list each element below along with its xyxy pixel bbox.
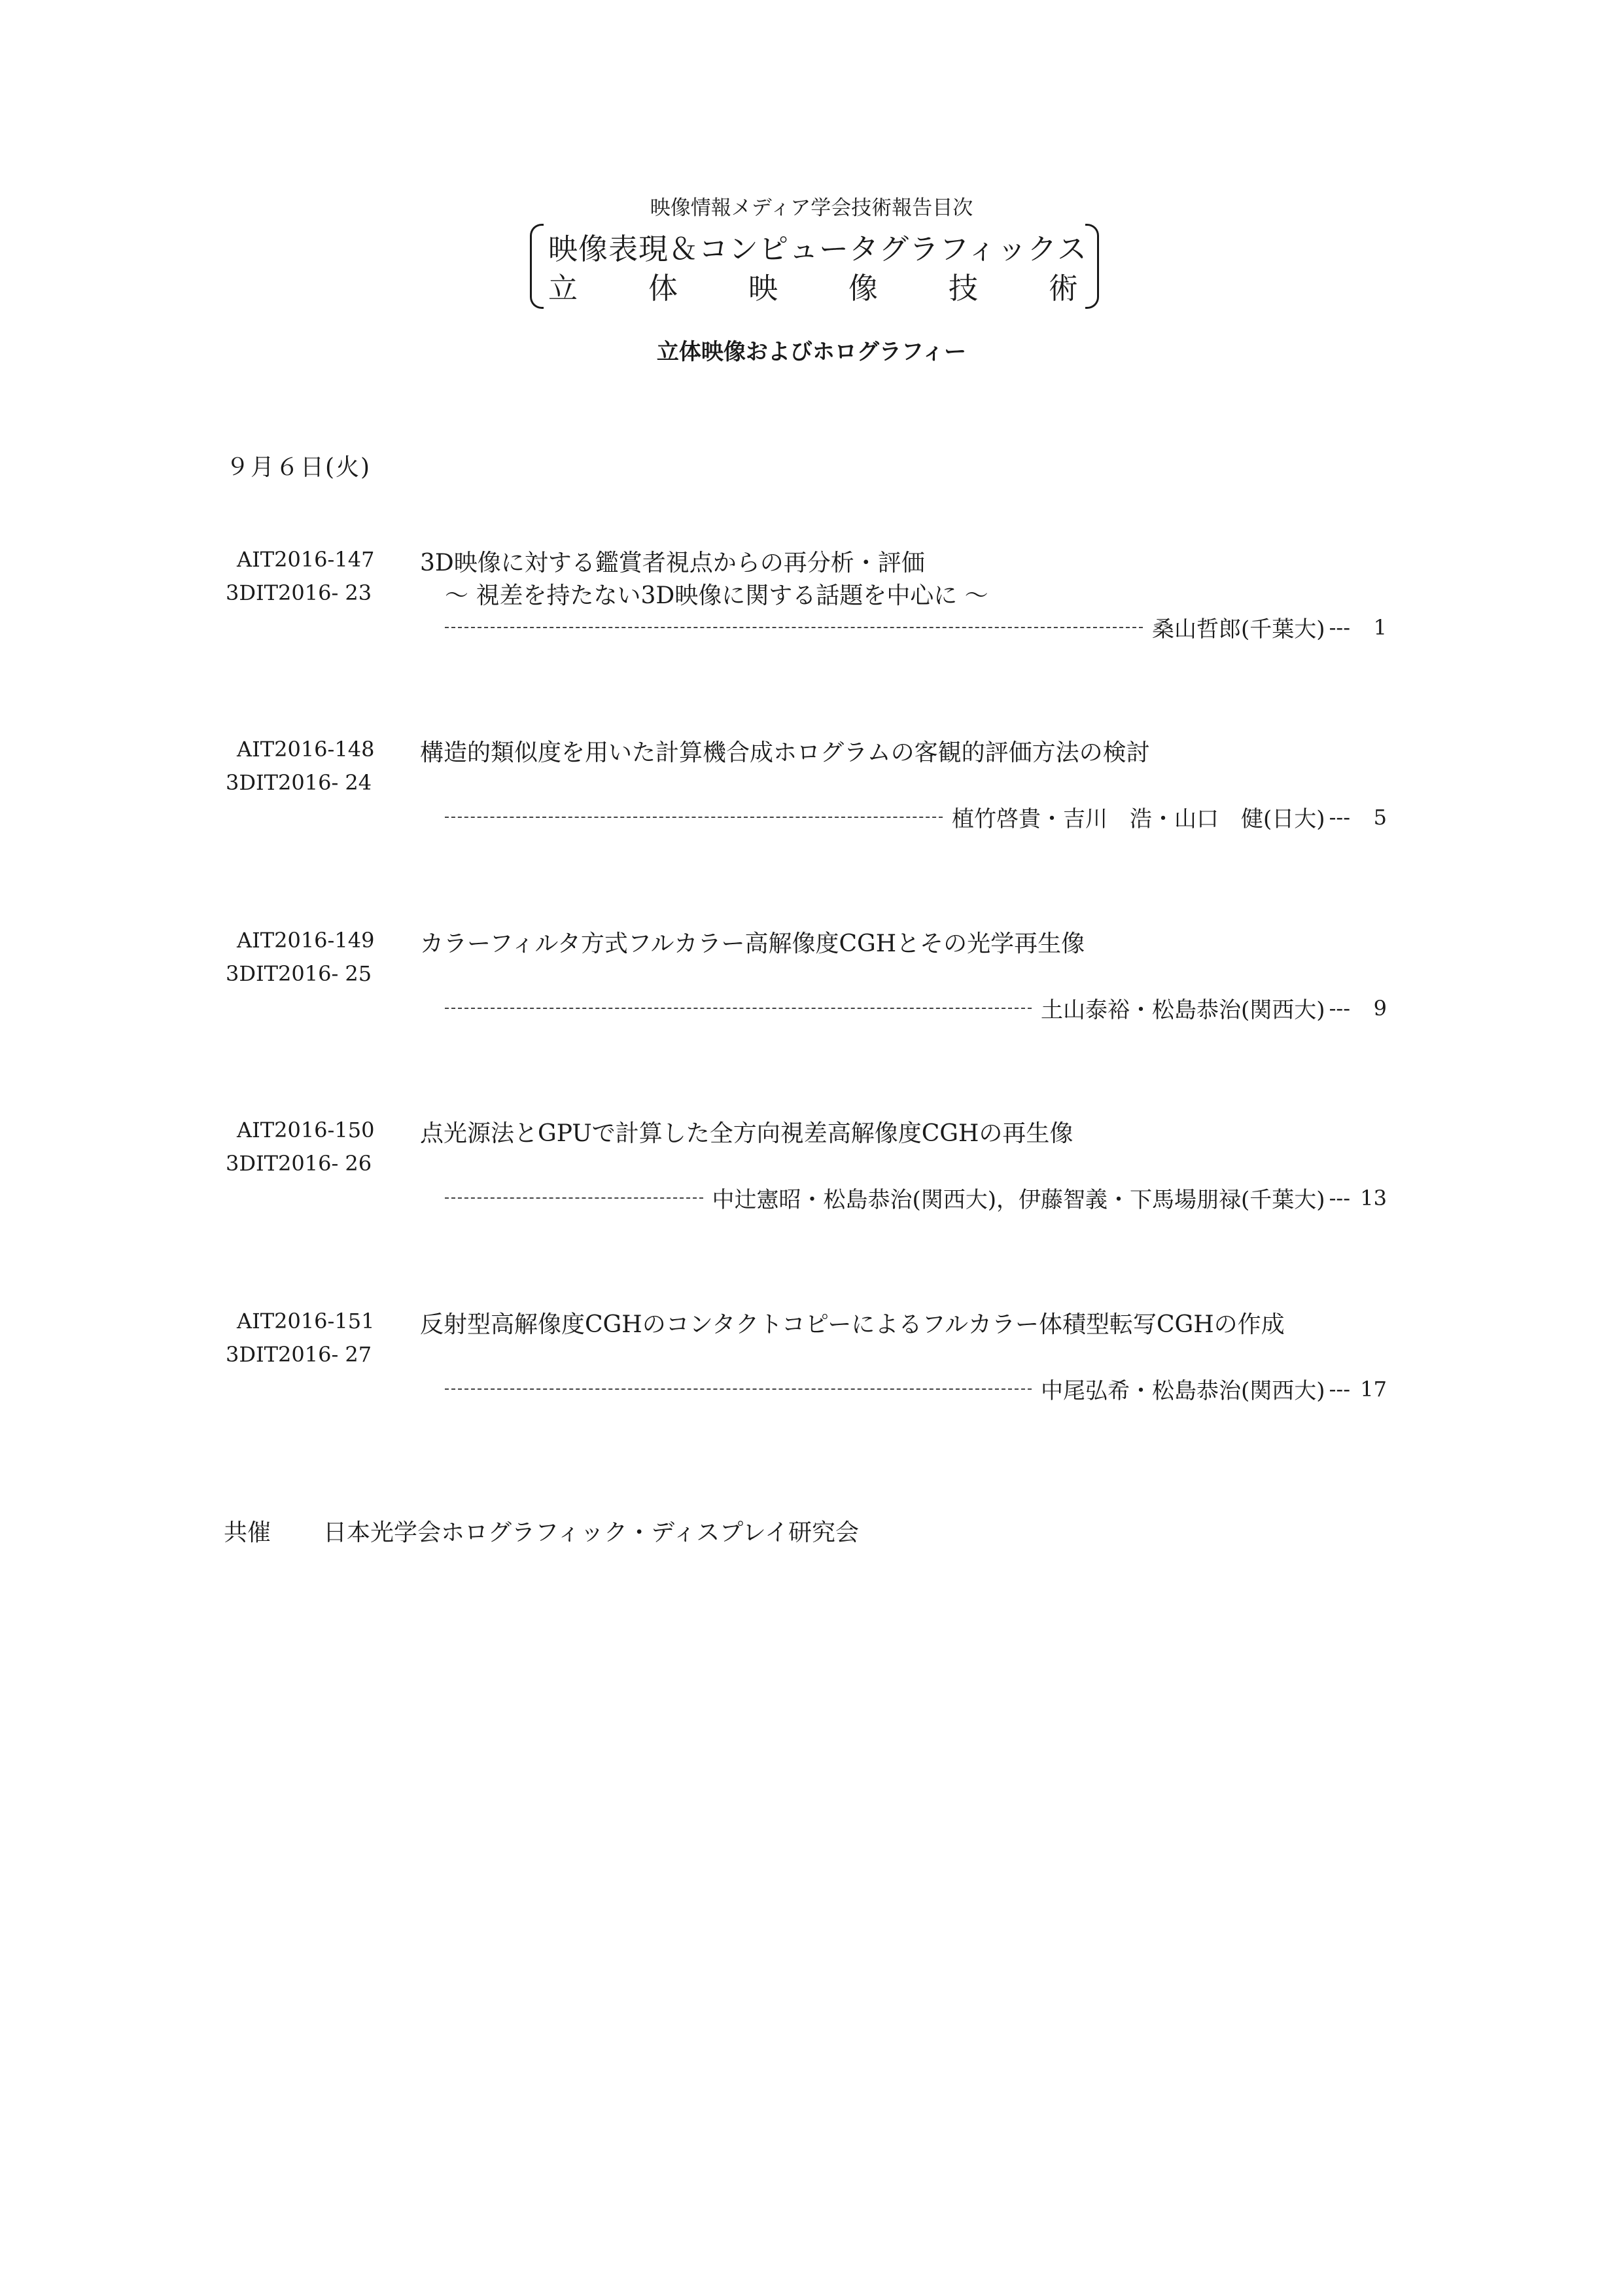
entry-page: 9	[1373, 995, 1387, 1021]
entry-code-3dit: 3DIT2016- 24	[226, 770, 372, 795]
session-date: ９月６日(火)	[226, 454, 372, 481]
dotted-leader	[445, 817, 943, 818]
dotted-leader: ---	[1329, 1185, 1350, 1210]
toc-entry	[0, 1118, 1623, 1242]
entry-leader-row	[445, 611, 1387, 643]
series-title-char: 技	[948, 271, 978, 306]
series-title-char: 術	[1048, 271, 1078, 306]
dotted-leader: ---	[1329, 995, 1350, 1021]
entry-authors: 植竹啓貴・吉川 浩・山口 健(日大)	[952, 806, 1325, 832]
entry-code-ait: AIT2016-148	[237, 737, 375, 762]
toc-entry	[0, 737, 1623, 861]
entry-page: 1	[1373, 614, 1387, 640]
report-label: 映像情報メディア学会技術報告目次	[650, 196, 973, 220]
series-title-char: 体	[648, 271, 678, 306]
entry-code-3dit: 3DIT2016- 26	[226, 1151, 372, 1176]
series-title-char: 映	[748, 271, 778, 306]
dotted-leader	[445, 1197, 703, 1199]
entry-authors: 中尾弘希・松島恭治(関西大)	[1041, 1378, 1325, 1404]
series-title-char: 立	[548, 271, 578, 306]
entry-title: 3D映像に対する鑑賞者視点からの再分析・評価	[420, 550, 925, 576]
entry-code-3dit: 3DIT2016- 27	[226, 1342, 372, 1367]
series-title-line2	[548, 264, 1078, 307]
entry-code-ait: AIT2016-147	[237, 547, 375, 572]
toc-entry	[0, 928, 1623, 1052]
entry-page: 17	[1360, 1376, 1387, 1402]
entry-title: 点光源法とGPUで計算した全方向視差高解像度CGHの再生像	[420, 1120, 1073, 1147]
entry-code-ait: AIT2016-149	[237, 928, 375, 953]
dotted-leader: ---	[1329, 804, 1350, 830]
entry-code-3dit: 3DIT2016- 23	[226, 580, 372, 605]
series-title-char: 像	[848, 271, 878, 306]
entry-title: カラーフィルタ方式フルカラー高解像度CGHとその光学再生像	[420, 930, 1085, 957]
dotted-leader	[445, 1388, 1032, 1390]
entry-leader-row	[445, 992, 1387, 1024]
toc-entry	[0, 547, 1623, 671]
dotted-leader	[445, 627, 1143, 628]
entry-code-ait: AIT2016-151	[237, 1309, 375, 1333]
dotted-leader: ---	[1329, 614, 1350, 640]
entry-leader-row	[445, 1373, 1387, 1405]
dotted-leader	[445, 1008, 1032, 1009]
entry-leader-row	[445, 801, 1387, 833]
entry-leader-row	[445, 1182, 1387, 1214]
session-subtitle: 立体映像およびホログラフィー	[656, 339, 967, 365]
entry-authors: 土山泰裕・松島恭治(関西大)	[1041, 997, 1325, 1023]
entry-code-ait: AIT2016-150	[237, 1118, 375, 1142]
entry-authors: 桑山哲郎(千葉大)	[1152, 616, 1325, 643]
right-bracket-icon	[1085, 224, 1099, 309]
series-title	[530, 224, 1099, 308]
entry-page: 5	[1373, 804, 1387, 830]
entry-authors: 中辻憲昭・松島恭治(関西大)，伊藤智義・下馬場朋禄(千葉大)	[712, 1187, 1325, 1213]
entry-subtitle: ～ 視差を持たない3D映像に関する話題を中心に ～	[445, 582, 988, 609]
series-title-line1: 映像表現＆コンピュータグラフィックス	[548, 232, 1087, 266]
cosponsor-label: 共催	[224, 1519, 271, 1546]
cosponsor-organization: 日本光学会ホログラフィック・ディスプレイ研究会	[323, 1519, 860, 1546]
toc-entry	[0, 1309, 1623, 1433]
entry-page: 13	[1360, 1185, 1387, 1210]
left-bracket-icon	[530, 224, 544, 309]
dotted-leader: ---	[1329, 1376, 1350, 1402]
cosponsor-line	[224, 1514, 859, 1547]
entry-title: 構造的類似度を用いた計算機合成ホログラムの客観的評価方法の検討	[420, 739, 1150, 766]
entry-title: 反射型高解像度CGHのコンタクトコピーによるフルカラー体積型転写CGHの作成	[420, 1311, 1285, 1338]
entry-code-3dit: 3DIT2016- 25	[226, 961, 372, 986]
